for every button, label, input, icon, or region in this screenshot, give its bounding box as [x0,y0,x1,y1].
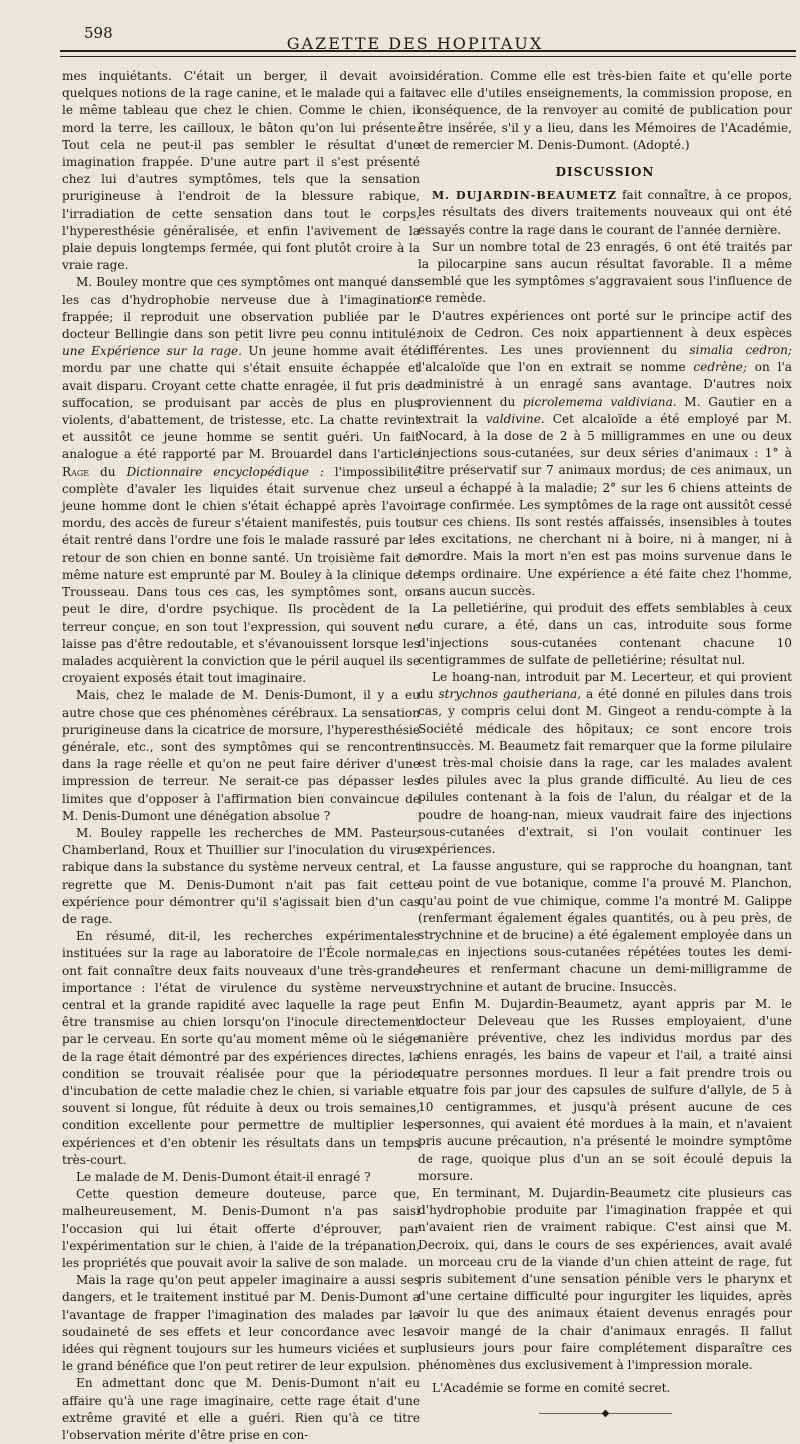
journal-title: GAZETTE DES HOPITAUX [286,34,544,53]
paragraph: La fausse angusture, qui se rapproche du hoangnan, tant au point de vue botanique, comme l'a prouvé M. Planchon, qu'au point de vue chimique, comme l'a montré M. Galippe (renfermant également égales quantités, ou à peu près, de strychnine et de brucine) a été également employée dans un cas en injections sous-cutanées répétées toutes les demi-heures et renfermant chacune un demi-milligramme de strychnine et autant de brucine. Insuccès. [418,859,792,994]
paragraph: Le malade de M. Denis-Dumont était-il enragé ? [76,1170,371,1184]
end-ornament: ———————◆——————— [538,1408,672,1420]
paragraph: En résumé, dit-il, les recherches expérimentales instituées sur la rage au laboratoire de l'École normale, ont fait connaître deux faits nouveaux d'une très-grande importance : l'état de virulence du système nerveux central et la grande rapidité avec laquelle la rage peut être transmise au chien lorsqu'on l'inocule directement par le cerveau. En sorte qu'au moment même où le siége de la rage était démontré par des expériences directes, la condition se trouvait réalisée pour que la période d'incubation de cette maladie chez le chien, si variable et souvent si longue, fût réduite à deux ou trois semaines, condition excellente pour permettre de multiplier les expériences et d'en obtenir les résultats dans un temps très-court. [62,929,420,1167]
header-rule [60,50,796,57]
paragraph: Sur un nombre total de 23 enragés, 6 ont été traités par la pilocarpine sans aucun résultat favorable. Il a même semblé que les symptômes s'aggravaient sous l'influence de ce remède. [418,239,792,306]
paragraph: mes inquiétants. C'était un berger, il devait avoir quelques notions de la rage canine, et le malade qui a fait le même tableau que chez le chien. Comme le chien, il mord la terre, les cailloux, le bâton qu'on lui présente. Tout cela ne peut-il pas sembler le résultat d'une imagination frappée. D'une autre part il s'est présenté chez lui d'autres symptômes, tels que la sensation prurigineuse à l'endroit de la blessure rabique, l'irradiation de cette sensation dans tout le corps, l'hyperesthésie généralisée, et enfin l'avivement de la plaie depuis longtemps fermée, qui font plutôt croire à la vraie rage. [62,69,420,273]
page-number: 598 [84,24,113,42]
paragraph: Cette question demeure douteuse, parce que, malheureusement, M. Denis-Dumont n'a pas saisi l'occasion qui lui était offerte d'éprouver, par l'expérimentation sur le chien, à l'aide de la trépanation, les propriétés que pouvait avoir la salive de son malade. [62,1187,420,1271]
speaker-name: M. DUJARDIN-BEAUMETZ [432,189,617,203]
paragraph: Enfin M. Dujardin-Beaumetz, ayant appris par M. le docteur Deleveau que les Russes employaient, d'une manière préventive, chez les individus mordus par des chiens enragés, les bains de vapeur et l'ail, a traité ainsi quatre personnes mordues. Il leur a fait prendre trois ou quatre fois par jour des capsules de sulfure d'allyle, de 5 à 10 centigrammes, et jusqu'à présent aucune de ces personnes, qui avaient été mordues à la main, et n'avaient pris aucune précaution, n'a présenté le moindre symptôme de rage, quoique plus d'un an se soit écoulé depuis la morsure. [418,996,792,1183]
right-column [418,68,793,1420]
paragraph: La pelletiérine, qui produit des effets semblables à ceux du curare, a été, dans un cas, introduite sous forme d'injections sous-cutanées contenant chacune 10 centigrammes de sulfate de pelletiérine; résultat nul. [418,601,792,667]
paragraph: Mais, chez le malade de M. Denis-Dumont, il y a eu autre chose que ces phénomènes cérébraux. La sensation prurigineuse dans la cicatrice de morsure, l'hyperesthésie générale, etc., sont des symptômes qui se rencontrent dans la rage réelle et qu'on ne peut faire dériver d'une impression de terreur. Ne serait-ce pas dépasser les limites que d'opposer à l'affirmation bien convaincue de M. Denis-Dumont une dénégation absolue ? [62,688,420,823]
paragraph: sidération. Comme elle est très-bien faite et qu'elle porte avec elle d'utiles enseignements, la commission propose, en conséquence, de la renvoyer au comité de publication pour être insérée, s'il y a lieu, dans les Mémoires de l'Académie, et de remercier M. Denis-Dumont. (Adopté.) [418,69,792,152]
left-column [62,68,420,1443]
paragraph: M. Bouley rappelle les recherches de MM. Pasteur, Chamberland, Roux et Thuillier sur l'inoculation du virus rabique dans la substance du système nerveux central, et regrette que M. Denis-Dumont n'ait pas fait cette expérience pour démontrer qu'il s'agissait bien d'un cas de rage. [62,825,420,926]
paragraph: En admettant donc que M. Denis-Dumont n'ait eu affaire qu'à une rage imaginaire, cette rage était d'une extrême gravité et elle a guéri. Rien qu'à ce titre l'observation mérite d'être prise en con- [62,1376,420,1443]
paragraph: M. DUJARDIN-BEAUMETZ fait connaître, à ce propos, les résultats des divers traitements nouveaux qui ont été essayés contre la rage dans le courant de l'année dernière. [418,188,792,237]
paragraph: D'autres expériences ont porté sur le principe actif des noix de Cedron. Ces noix appartiennent à deux espèces différentes. Les unes proviennent du simalia cedron; l'alcaloïde que l'on en extrait se nomme cedrène; on l'a administré à un enragé sans avantage. D'autres noix proviennent du picrolemema valdiviana. M. Gautier en a extrait la valdivine. Cet alcaloïde a été employé par M. Nocard, à la dose de 2 à 5 milligrammes en une ou deux injections sous-cutanées, sur deux séries d'animaux : 1° à titre préservatif sur 7 animaux mordus; de ces animaux, un seul a échappé à la maladie; 2° sur les 6 chiens atteints de rage confirmée. Les symptômes de la rage ont aussitôt cessé sur ces chiens. Ils sont restés affaissés, insensibles à toutes les excitations, ne cherchant ni à boire, ni à manger, ni à mordre. Mais la mort n'en est pas moins survenue dans le temps ordinaire. Une expérience a été faite chez l'homme, sans aucun succès. [418,308,793,598]
section-heading: DISCUSSION [555,165,655,180]
paragraph: En terminant, M. Dujardin-Beaumetz cite plusieurs cas d'hydrophobie produite par l'imagination frappée et qui n'avaient rien de vraiment rabique. C'est ainsi que M. Decroix, qui, dans le cours de ses expériences, avait avalé un morceau cru de la viande d'un chien atteint de rage, fut pris subitement d'une sensation pénible vers le pharynx et d'une certaine difficulté pour ingurgiter les liquides, après avoir lu que des animaux étaient devenus enragés pour avoir mangé de la chair d'animaux enragés. Il fallut plusieurs jours pour faire complétement disparaître ces phénomènes dus exclusivement à l'impression morale. [418,1186,792,1373]
paragraph: Le hoang-nan, introduit par M. Lecerteur, et qui provient du strychnos gautheriana, a été donné en pilules dans trois cas, y compris celui dont M. Gingeot a rendu-compte à la Société médicale des hôpitaux; ce sont encore trois insuccès. M. Beaumetz fait remarquer que la forme pilulaire est très-mal choisie dans la rage, car les malades avalent des pilules avec la plus grande difficulté. Au lieu de ces pilules contenant à la fois de l'alun, du réalgar et de la poudre de hoang-nan, mieux vaudrait faire des injections sous-cutanées d'extrait, si l'on voulait continuer les expériences. [418,669,792,856]
paragraph: L'Académie se forme en comité secret. [432,1381,671,1396]
paragraph: M. Bouley montre que ces symptômes ont manqué dans les cas d'hydrophobie nerveuse due à l'imagination frappée; il reproduit une observation publiée par le docteur Bellingie dans son petit livre peu connu intitulé: une Expérience sur la rage. Un jeune homme avait été mordu par une chatte qui s'était ensuite échappée et avait disparu. Croyant cette chatte enragée, il fut pris de suffocation, se produisant par accès de plus en plus violents, d'abattement, de tristesse, etc. La chatte revint et aussitôt ce jeune homme se sentit guéri. Un fait analogue a été rapporté par M. Brouardel dans l'article Rage du Dictionnaire encyclopédique : l'impossibilité complète d'avaler les liquides était survenue chez un jeune homme dont le chien s'était échappé après l'avoir mordu, des accès de fureur s'étaient manifestés, puis tout était rentré dans l'ordre une fois le malade rassuré par le retour de son chien en bonne santé. Un troisième fait de même nature est emprunté par M. Bouley à la clinique de Trousseau. Dans tous ces cas, les symptômes sont, on peut le dire, d'ordre psychique. Ils procèdent de la terreur conçue, en son tout l'expression, qui souvent ne laisse pas d'être redoutable, et s'évanouissent lorsque les malades acquièrent la conviction que le péril auquel ils se croyaient exposés était tout imaginaire. [62,275,420,686]
paragraph: Mais la rage qu'on peut appeler imaginaire a aussi ses dangers, et le traitement institué par M. Denis-Dumont a l'avantage de frapper l'imagination des malades par la soudaineté de ses effets et leur concordance avec les idées qui règnent toujours sur les humeurs viciées et sur le grand bénéfice que l'on peut retirer de leur expulsion. [62,1273,420,1374]
